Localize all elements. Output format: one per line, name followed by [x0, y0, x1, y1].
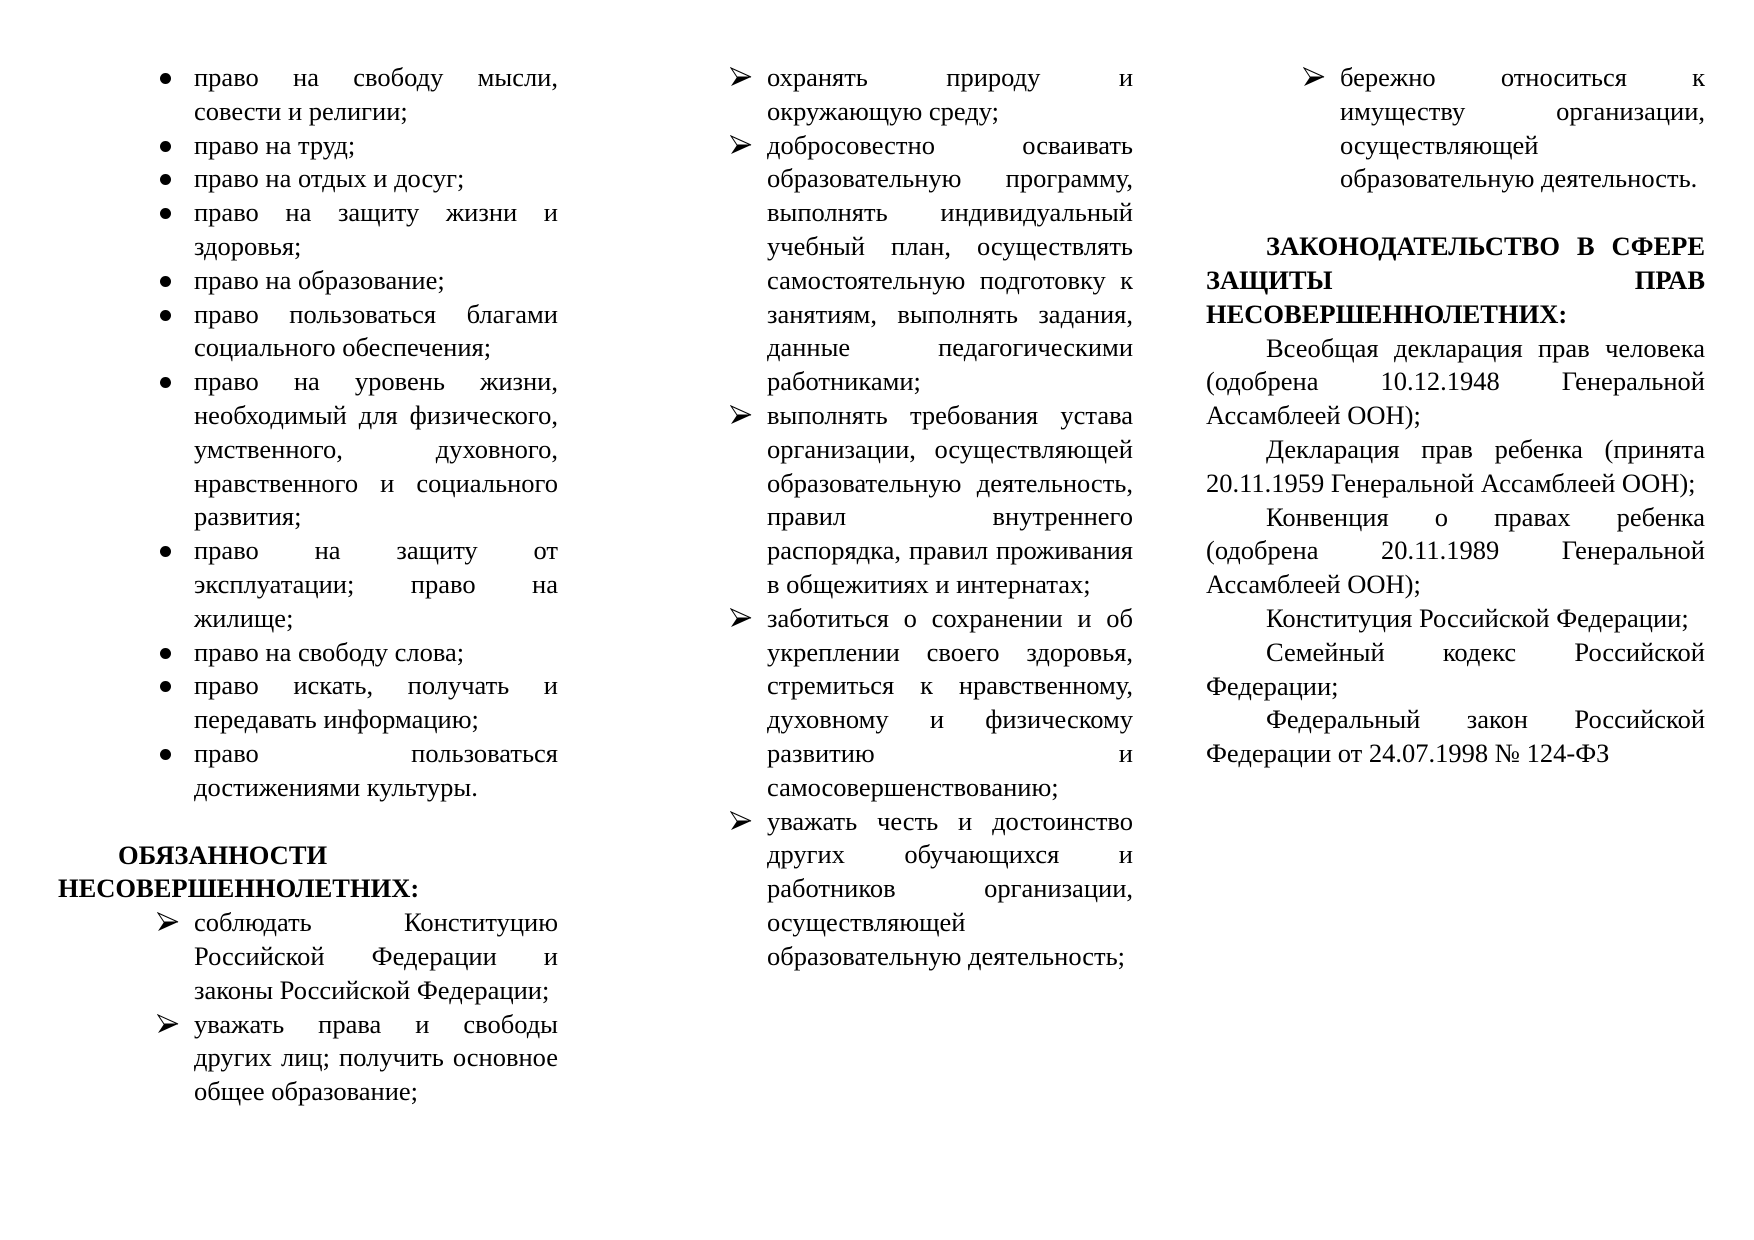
legislation-item: Всеобщая декларация прав человека (одобрена 10.12.1948 Генеральной Ассамблеей ООН);	[1206, 332, 1705, 431]
spacer	[0, 196, 1710, 230]
duties-list-item	[1340, 61, 1705, 196]
legislation-item: Конвенция о правах ребенка (одобрена 20.11.1989 Генеральной Ассамблеей ООН);	[1206, 501, 1705, 600]
duty-text: бережно относиться к имуществу организации, осуществляющей образовательную деятельность.	[1340, 62, 1705, 194]
arrowhead-icon	[157, 1014, 179, 1034]
right-text: право на отдых и досуг;	[194, 163, 465, 194]
duties-heading: ОБЯЗАННОСТИ НЕСОВЕРШЕННОЛЕТНИХ:	[58, 839, 420, 904]
right-text: право пользоваться достижениями культуры.	[194, 737, 558, 802]
arrowhead-icon	[1303, 67, 1325, 87]
duty-text: выполнять требования устава организации, осуществляющей образовательную деятельность, правил внутреннего распорядка, правил проживания в общежитиях и интернатах;	[767, 399, 1133, 599]
duty-text: добросовестно осваивать образовательную программу, выполнять индивидуальный учебный план, осуществлять самостоятельную подготовку к занятиям, выполнять задания, данные педагогическими работниками;	[767, 129, 1133, 397]
right-text: право на труд;	[194, 129, 356, 160]
legislation-item: Конституция Российской Федерации;	[1266, 602, 1689, 633]
duty-text: соблюдать Конституцию Российской Федерации и законы Российской Федерации;	[194, 907, 558, 1005]
right-text: право искать, получать и передавать информацию;	[194, 670, 558, 735]
duties-list-item	[194, 1008, 558, 1109]
legislation-item: Федеральный закон Российской Федерации от 24.07.1998 № 124-ФЗ	[1206, 704, 1705, 769]
right-text: право на защиту от эксплуатации; право на жилище;	[194, 535, 558, 633]
legislation-heading: ЗАКОНОДАТЕЛЬСТВО В СФЕРЕ ЗАЩИТЫ ПРАВ НЕСОВЕРШЕННОЛЕТНИХ:	[1206, 231, 1705, 329]
right-text: право на образование;	[194, 264, 445, 295]
right-text: право на уровень жизни, необходимый для физического, умственного, духовного, нравственного и социального развития;	[194, 366, 558, 532]
arrowhead-icon	[730, 811, 752, 831]
duty-text: уважать права и свободы других лиц; получить основное общее образование;	[194, 1008, 558, 1107]
legislation-item: Декларация прав ребенка (принята 20.11.1959 Генеральной Ассамблеей ООН);	[1206, 433, 1705, 498]
duty-text: охранять природу и окружающую среду;	[767, 62, 1133, 126]
right-text: право пользоваться благами социального обеспечения;	[194, 298, 558, 363]
right-text: право на свободу слова;	[194, 636, 465, 667]
right-text: право на защиту жизни и здоровья;	[194, 197, 558, 261]
duty-text: заботиться о сохранении и об укреплении своего здоровья, стремиться к нравственному, духовному и физическому развитию и самосовершенствованию;	[767, 602, 1133, 802]
right-text: право на свободу мысли, совести и религии;	[194, 62, 558, 126]
legislation-item: Семейный кодекс Российской Федерации;	[1206, 636, 1705, 701]
duties-list-item	[767, 805, 1133, 974]
duties-list-final	[0, 61, 1710, 196]
duty-text: уважать честь и достоинство других обучающихся и работников организации, осуществляющей образовательную деятельность;	[767, 805, 1133, 971]
column-3	[0, 61, 1710, 771]
